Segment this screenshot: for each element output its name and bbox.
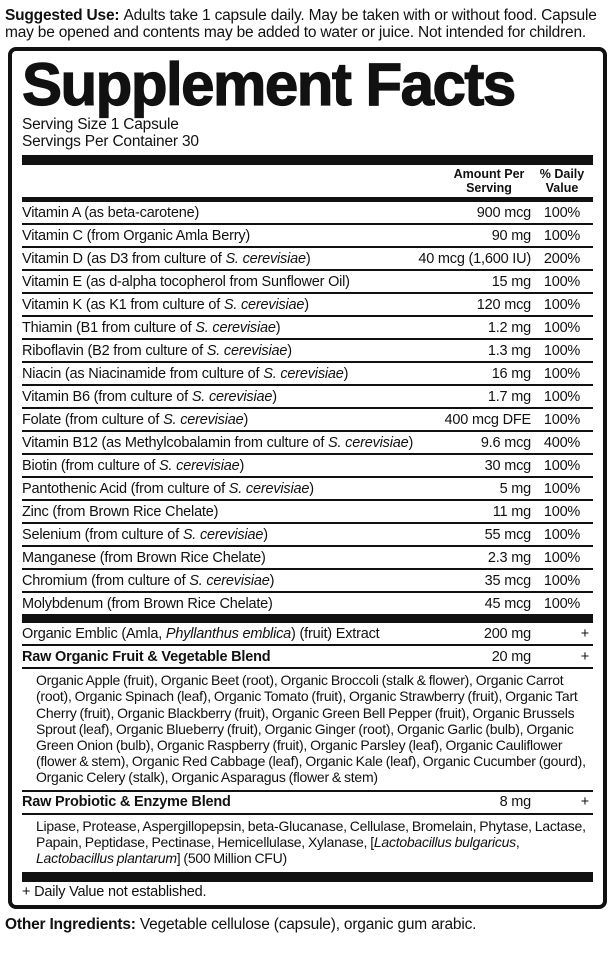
text-segment: Selenium (from culture of — [22, 526, 183, 543]
table-row — [22, 407, 593, 430]
species-name: Phyllanthus emblica — [165, 625, 292, 642]
amount-value: 11 mg — [492, 503, 531, 520]
text-segment: Riboflavin (B2 from culture of — [22, 342, 207, 359]
table-row — [22, 384, 593, 407]
column-headers — [22, 165, 593, 197]
nutrient-name — [22, 251, 418, 267]
text-segment: Vitamin A (as beta-carotene) — [22, 204, 200, 221]
text-segment: ) — [304, 296, 309, 313]
text-segment: ] (500 Million CFU) — [176, 850, 287, 867]
text-segment: Vitamin B6 (from culture of — [22, 388, 192, 405]
text-segment: Molybdenum (from Brown Rice Chelate) — [22, 595, 273, 612]
amount-value: 16 mg — [491, 365, 531, 382]
text-segment: , — [515, 833, 520, 850]
nutrient-name — [22, 228, 492, 244]
amount-value: 2.3 mg — [487, 549, 531, 566]
table-row — [22, 476, 593, 499]
daily-value: 100% — [543, 296, 581, 313]
nutrient-name — [22, 297, 477, 313]
species-name: S. cerevisiae — [189, 572, 270, 589]
daily-value: 100% — [543, 227, 581, 244]
amount-value: 200 mg — [483, 625, 531, 642]
text-segment: Manganese (from Brown Rice Chelate) — [22, 549, 266, 566]
text-segment: ) — [269, 572, 275, 589]
nutrient-name — [22, 320, 488, 336]
daily-value-header: % Daily Value — [539, 167, 585, 195]
text-segment: Vitamin K (as K1 from culture of — [22, 296, 224, 313]
table-row — [22, 591, 593, 614]
servings-per-container: Servings Per Container 30 — [22, 133, 199, 151]
table-row — [22, 315, 593, 338]
nutrient-name — [22, 343, 488, 359]
text-segment: Vitamin B12 (as Methylcobalamin from culture of — [22, 434, 329, 451]
nutrient-name — [22, 626, 484, 642]
daily-value: 100% — [543, 549, 581, 566]
text-segment: Vitamin C (from Organic Amla Berry) — [22, 227, 251, 244]
suggested-use-label: Suggested Use: — [5, 7, 124, 24]
text-segment: Folate (from culture of — [22, 411, 164, 428]
table-row — [22, 246, 593, 269]
nutrient-name — [22, 649, 492, 665]
amount-value: 9.6 mcg — [480, 434, 531, 451]
amount-value: 90 mg — [491, 227, 531, 244]
text-segment: Pantothenic Acid (from culture of — [22, 480, 229, 497]
text-segment: Organic Apple (fruit), Organic Beet (root), Organic Broccoli (stalk & flower), Organic Carrot (root), Organic Spinach (leaf), Organic Tomato (fruit), Organic Strawberry (fruit), Organic Tart Cherry (fruit), Organic Blackberry (fruit), Organic Green Bell Pepper (fruit), Organic Brussels Sprout (leaf), Organic Blueberry (fruit), Organic Ginger (root), Organic Garlic (bulb), Organic Green Onion (bulb), Organic Raspberry (fruit), Organic Parsley (leaf), Organic Cauliflower (flower & stem), Organic Red Cabbage (leaf), Organic Kale (leaf), Organic Cucumber (gourd), Organic Celery (stalk), Organic Asparagus (flower & stem) — [36, 672, 586, 786]
text-segment: Raw Probiotic & Enzyme Blend — [22, 794, 231, 811]
text-segment: Lipase, Protease, Aspergillopepsin, beta-Glucanase, Cellulase, Bromelain, Phytase, Lactase, Papain, Peptidase, Pectinase, Hemicellulase, Xylanase, [ — [36, 817, 586, 850]
table-row — [22, 223, 593, 246]
daily-value: 100% — [543, 365, 581, 382]
suggested-use-text: Adults take 1 capsule daily. May be taken with or without food. Capsule may be opened and contents may be added to water or juice. Not intended for children. — [5, 7, 597, 41]
nutrient-name — [22, 412, 445, 428]
fruit-vegetable-ingredients — [22, 667, 593, 789]
daily-value: + — [580, 625, 589, 642]
table-row — [22, 623, 593, 644]
amount-value: 120 mcg — [476, 296, 531, 313]
text-segment: Thiamin (B1 from culture of — [22, 319, 196, 336]
nutrient-name — [22, 596, 485, 612]
amount-value: 45 mcg — [484, 595, 531, 612]
amount-value: 1.2 mg — [487, 319, 531, 336]
nutrient-name — [22, 550, 488, 566]
amount-value: 40 mcg (1,600 IU) — [418, 250, 531, 267]
text-segment: Chromium (from culture of — [22, 572, 190, 589]
blend-table-1 — [22, 623, 593, 667]
daily-value: + — [580, 648, 589, 665]
amount-value: 55 mcg — [484, 526, 531, 543]
daily-value: 100% — [543, 480, 581, 497]
text-segment: ) — [305, 250, 311, 267]
daily-value: + — [580, 794, 589, 811]
amount-value: 1.3 mg — [487, 342, 531, 359]
text-segment: ) — [263, 526, 268, 543]
species-name: S. cerevisiae — [225, 250, 306, 267]
nutrient-name — [22, 366, 492, 382]
nutrient-name — [22, 527, 485, 543]
amount-value: 900 mcg — [476, 204, 531, 221]
species-name: S. cerevisiae — [223, 296, 305, 313]
text-segment: Organic Emblic (Amla, — [22, 625, 166, 642]
suggested-use — [0, 0, 614, 46]
species-name: S. cerevisiae — [191, 388, 273, 405]
enzyme-ingredients — [22, 813, 593, 871]
daily-value: 100% — [543, 457, 581, 474]
text-segment: Zinc (from Brown Rice Chelate) — [22, 503, 219, 520]
daily-value: 100% — [543, 319, 581, 336]
text-segment: ) — [287, 342, 292, 359]
text-segment: ) (fruit) Extract — [291, 625, 380, 642]
divider-thick-top — [22, 155, 593, 165]
daily-value: 200% — [543, 250, 581, 267]
nutrient-table — [22, 202, 593, 614]
species-name: S. cerevisiae — [163, 411, 244, 428]
divider-thick-bottom — [22, 872, 593, 882]
nutrient-name — [22, 435, 481, 451]
text-segment: Biotin (from culture of — [22, 457, 160, 474]
table-row — [22, 202, 593, 223]
table-row — [22, 453, 593, 476]
daily-value-footnote: + Daily Value not established. — [22, 884, 207, 901]
serving-size: Serving Size 1 Capsule — [22, 116, 179, 134]
other-ingredients-label: Other Ingredients: — [5, 916, 140, 934]
nutrient-name — [22, 389, 488, 405]
table-row — [22, 644, 593, 667]
text-segment: ) — [343, 365, 349, 382]
daily-value: 100% — [543, 204, 581, 221]
species-name: S. cerevisiae — [159, 457, 240, 474]
table-row — [22, 430, 593, 453]
amount-value: 1.7 mg — [487, 388, 531, 405]
text-segment: ) — [272, 388, 277, 405]
text-segment: Vitamin D (as D3 from culture of — [22, 250, 226, 267]
nutrient-name — [22, 205, 477, 221]
table-row — [22, 499, 593, 522]
table-row — [22, 269, 593, 292]
species-name: S. cerevisiae — [328, 434, 409, 451]
text-segment: ) — [275, 319, 281, 336]
supplement-facts-panel — [8, 47, 607, 909]
nutrient-name — [22, 794, 500, 810]
table-row — [22, 545, 593, 568]
text-segment: ) — [309, 480, 314, 497]
daily-value: 100% — [543, 526, 581, 543]
amount-value: 20 mg — [491, 648, 531, 665]
blend-table-2 — [22, 790, 593, 813]
species-name: S. cerevisiae — [195, 319, 276, 336]
species-name: Lactobacillus plantarum — [36, 850, 177, 867]
divider-thick-middle — [22, 614, 593, 623]
table-row — [22, 522, 593, 545]
daily-value: 100% — [543, 572, 581, 589]
nutrient-name — [22, 573, 485, 589]
species-name: S. cerevisiae — [228, 480, 310, 497]
daily-value: 100% — [543, 503, 581, 520]
other-ingredients-text: Vegetable cellulose (capsule), organic gum arabic. — [139, 916, 477, 934]
nutrient-name — [22, 274, 492, 290]
table-row — [22, 568, 593, 591]
daily-value: 100% — [543, 273, 581, 290]
nutrient-name — [22, 504, 493, 520]
amount-value: 35 mcg — [484, 572, 531, 589]
amount-value: 400 mcg DFE — [444, 411, 531, 428]
table-row — [22, 338, 593, 361]
text-segment: ) — [408, 434, 414, 451]
table-row — [22, 292, 593, 315]
text-segment: Niacin (as Niacinamide from culture of — [22, 365, 264, 382]
amount-value: 5 mg — [499, 480, 531, 497]
panel-title: Supplement Facts — [22, 51, 515, 118]
daily-value: 400% — [543, 434, 581, 451]
daily-value: 100% — [543, 342, 581, 359]
amount-value: 30 mcg — [484, 457, 531, 474]
amount-value: 8 mg — [499, 794, 531, 811]
text-segment: ) — [243, 411, 249, 428]
table-row — [22, 361, 593, 384]
species-name: Lactobacillus bulgaricus — [373, 833, 516, 850]
species-name: S. cerevisiae — [206, 342, 288, 359]
text-segment: Vitamin E (as d-alpha tocopherol from Sunflower Oil) — [22, 273, 350, 290]
text-segment: Raw Organic Fruit & Vegetable Blend — [22, 648, 271, 665]
table-row — [22, 792, 593, 813]
daily-value: 100% — [543, 411, 581, 428]
text-segment: ) — [239, 457, 245, 474]
daily-value: 100% — [543, 595, 581, 612]
daily-value: 100% — [543, 388, 581, 405]
amount-per-serving-header: Amount Per Serving — [453, 167, 525, 195]
nutrient-name — [22, 481, 500, 497]
species-name: S. cerevisiae — [182, 526, 264, 543]
other-ingredients — [0, 909, 614, 934]
nutrient-name — [22, 458, 485, 474]
species-name: S. cerevisiae — [263, 365, 344, 382]
amount-value: 15 mg — [491, 273, 531, 290]
